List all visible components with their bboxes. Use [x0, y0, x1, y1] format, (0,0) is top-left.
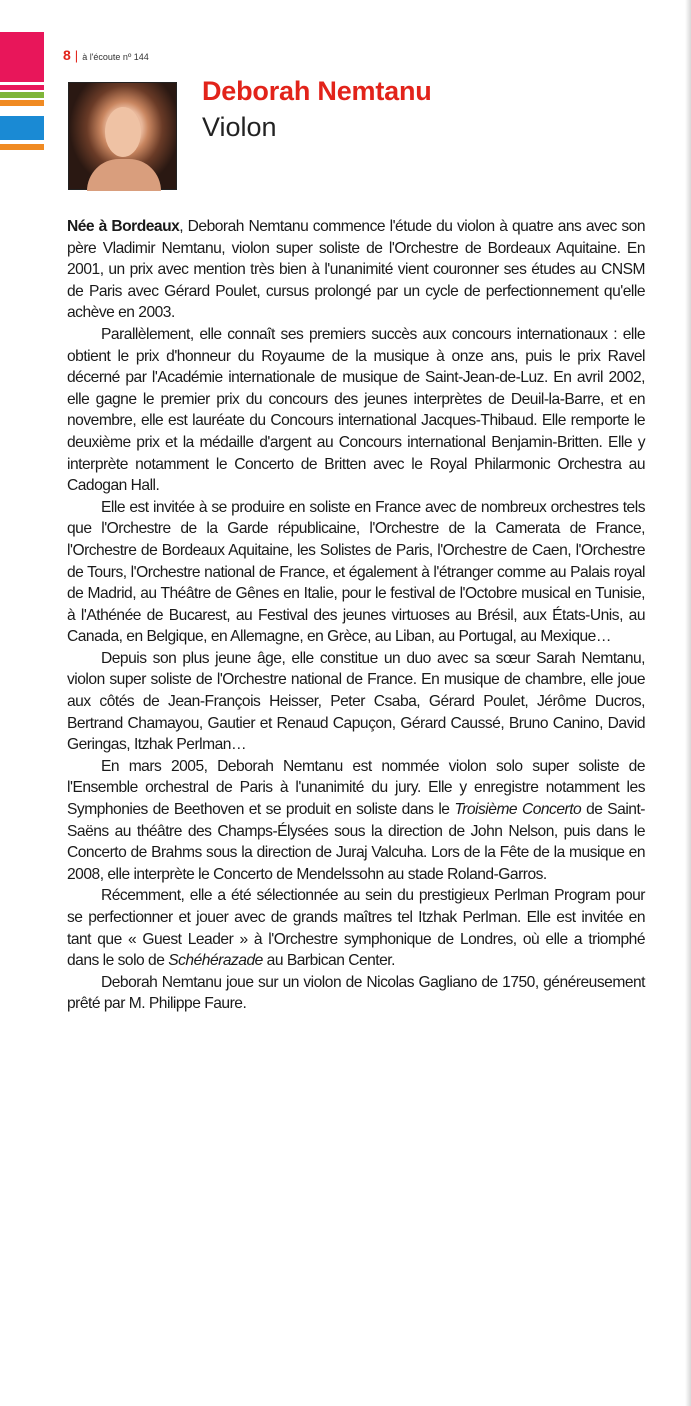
bio-work-title-saint-saens: Troisième Concerto [454, 801, 582, 819]
page-edge-shadow [685, 0, 691, 1406]
artist-photo-shoulder [87, 159, 161, 191]
header-separator: | [74, 48, 79, 63]
biography [67, 216, 645, 1015]
color-band-blue [0, 116, 44, 140]
bio-paragraph-5-b: de Saint-Saëns au théâtre des Champs-Élysées sous la direction de John Nelson, puis dans le Concerto de Brahms sous la direction de Juraj Valcuha. Lors de la Fête de la musique en 2008, elle interprète le Concerto de Mendelssohn au stade Roland-Garros. [67, 801, 646, 883]
color-band-orange [0, 100, 44, 106]
bio-paragraph-7: Deborah Nemtanu joue sur un violon de Nicolas Gagliano de 1750, généreusement prêté par M. Philippe Faure. [67, 973, 645, 1013]
page-header [63, 47, 149, 63]
bio-paragraph-5 [67, 756, 645, 886]
bio-paragraph-6-b: au Barbican Center. [262, 952, 395, 970]
issue-label: à l'écoute nº 144 [82, 52, 149, 62]
bio-paragraph-6 [67, 885, 645, 971]
color-band-orange-bottom [0, 144, 44, 150]
color-band-pink-thin [0, 85, 44, 90]
bio-lead: Née à Bordeaux [67, 218, 180, 235]
bio-paragraph-5-a: En mars 2005, Deborah Nemtanu est nommée violon solo super soliste de l'Ensemble orchestral de Paris à l'unanimité du jury. Elle y enregistre notamment les Symphonies de Beethoven et se produit en soliste dans le [67, 757, 645, 819]
color-band-green [0, 92, 44, 98]
bio-work-title-scheherazade: Schéhérazade [168, 952, 263, 970]
artist-name: Deborah Nemtanu [202, 76, 432, 106]
artist-photo [68, 82, 177, 190]
bio-paragraph-4: Depuis son plus jeune âge, elle constitue un duo avec sa sœur Sarah Nemtanu, violon super soliste de l'Orchestre national de France. En musique de chambre, elle joue aux côtés de Jean-François Heisser, Peter Csaba, Gérard Poulet, Jérôme Ducros, Bertrand Chamayou, Gautier et Renaud Capuçon, Gérard Caussé, Bruno Canino, David Geringas, Itzhak Perlman… [67, 649, 645, 754]
bio-paragraph-6-a: Récemment, elle a été sélectionnée au sein du prestigieux Perlman Program pour se perfectionner et jouer avec de grands maîtres tel Itzhak Perlman. Elle est invitée en tant que « Guest Leader » à l'Orchestre symphonique de Londres, où elle a triomphé dans le solo de [67, 887, 645, 970]
artist-instrument: Violon [202, 112, 277, 142]
page-number: 8 [63, 47, 71, 63]
artist-photo-face [105, 107, 141, 157]
bio-paragraph-1-text: , Deborah Nemtanu commence l'étude du violon à quatre ans avec son père Vladimir Nemtanu, violon super soliste de l'Orchestre de Bordeaux Aquitaine. En 2001, un prix avec mention très bien à l'unanimité vient couronner ses études au CNSM de Paris avec Gérard Poulet, cursus prolongé par un cycle de perfectionnement qu'elle achève en 2003. [67, 218, 645, 322]
bio-paragraph-1 [67, 216, 645, 324]
bio-paragraph-2: Parallèlement, elle connaît ses premiers succès aux concours internationaux : elle obtient le prix d'honneur du Royaume de la musique à onze ans, puis le prix Ravel décerné par l'Académie internationale de musique de Saint-Jean-de-Luz. En avril 2002, elle gagne le premier prix du concours des jeunes interprètes de Deuil-la-Barre, et en novembre, elle est lauréate du Concours international Jacques-Thibaud. Elle remporte le deuxième prix et la médaille d'argent au Concours international Benjamin-Britten. Elle y interprète notamment le Concerto de Britten avec le Royal Philarmonic Orchestra au Cadogan Hall. [67, 325, 645, 495]
color-band-pink [0, 32, 44, 82]
bio-paragraph-3: Elle est invitée à se produire en soliste en France avec de nombreux orchestres tels que l'Orchestre de la Garde républicaine, l'Orchestre de la Camerata de France, l'Orchestre de Bordeaux Aquitaine, les Solistes de Paris, l'Orchestre de Caen, l'Orchestre de Tours, l'Orchestre national de France, et également à l'étranger comme au Palais royal de Madrid, au Théâtre de Gênes en Italie, pour le festival de l'Octobre musical en Tunisie, à l'Athénée de Bucarest, au Festival des jeunes virtuoses au Brésil, aux États-Unis, au Canada, en Belgique, en Allemagne, en Grèce, au Liban, au Portugal, au Mexique… [67, 498, 645, 646]
